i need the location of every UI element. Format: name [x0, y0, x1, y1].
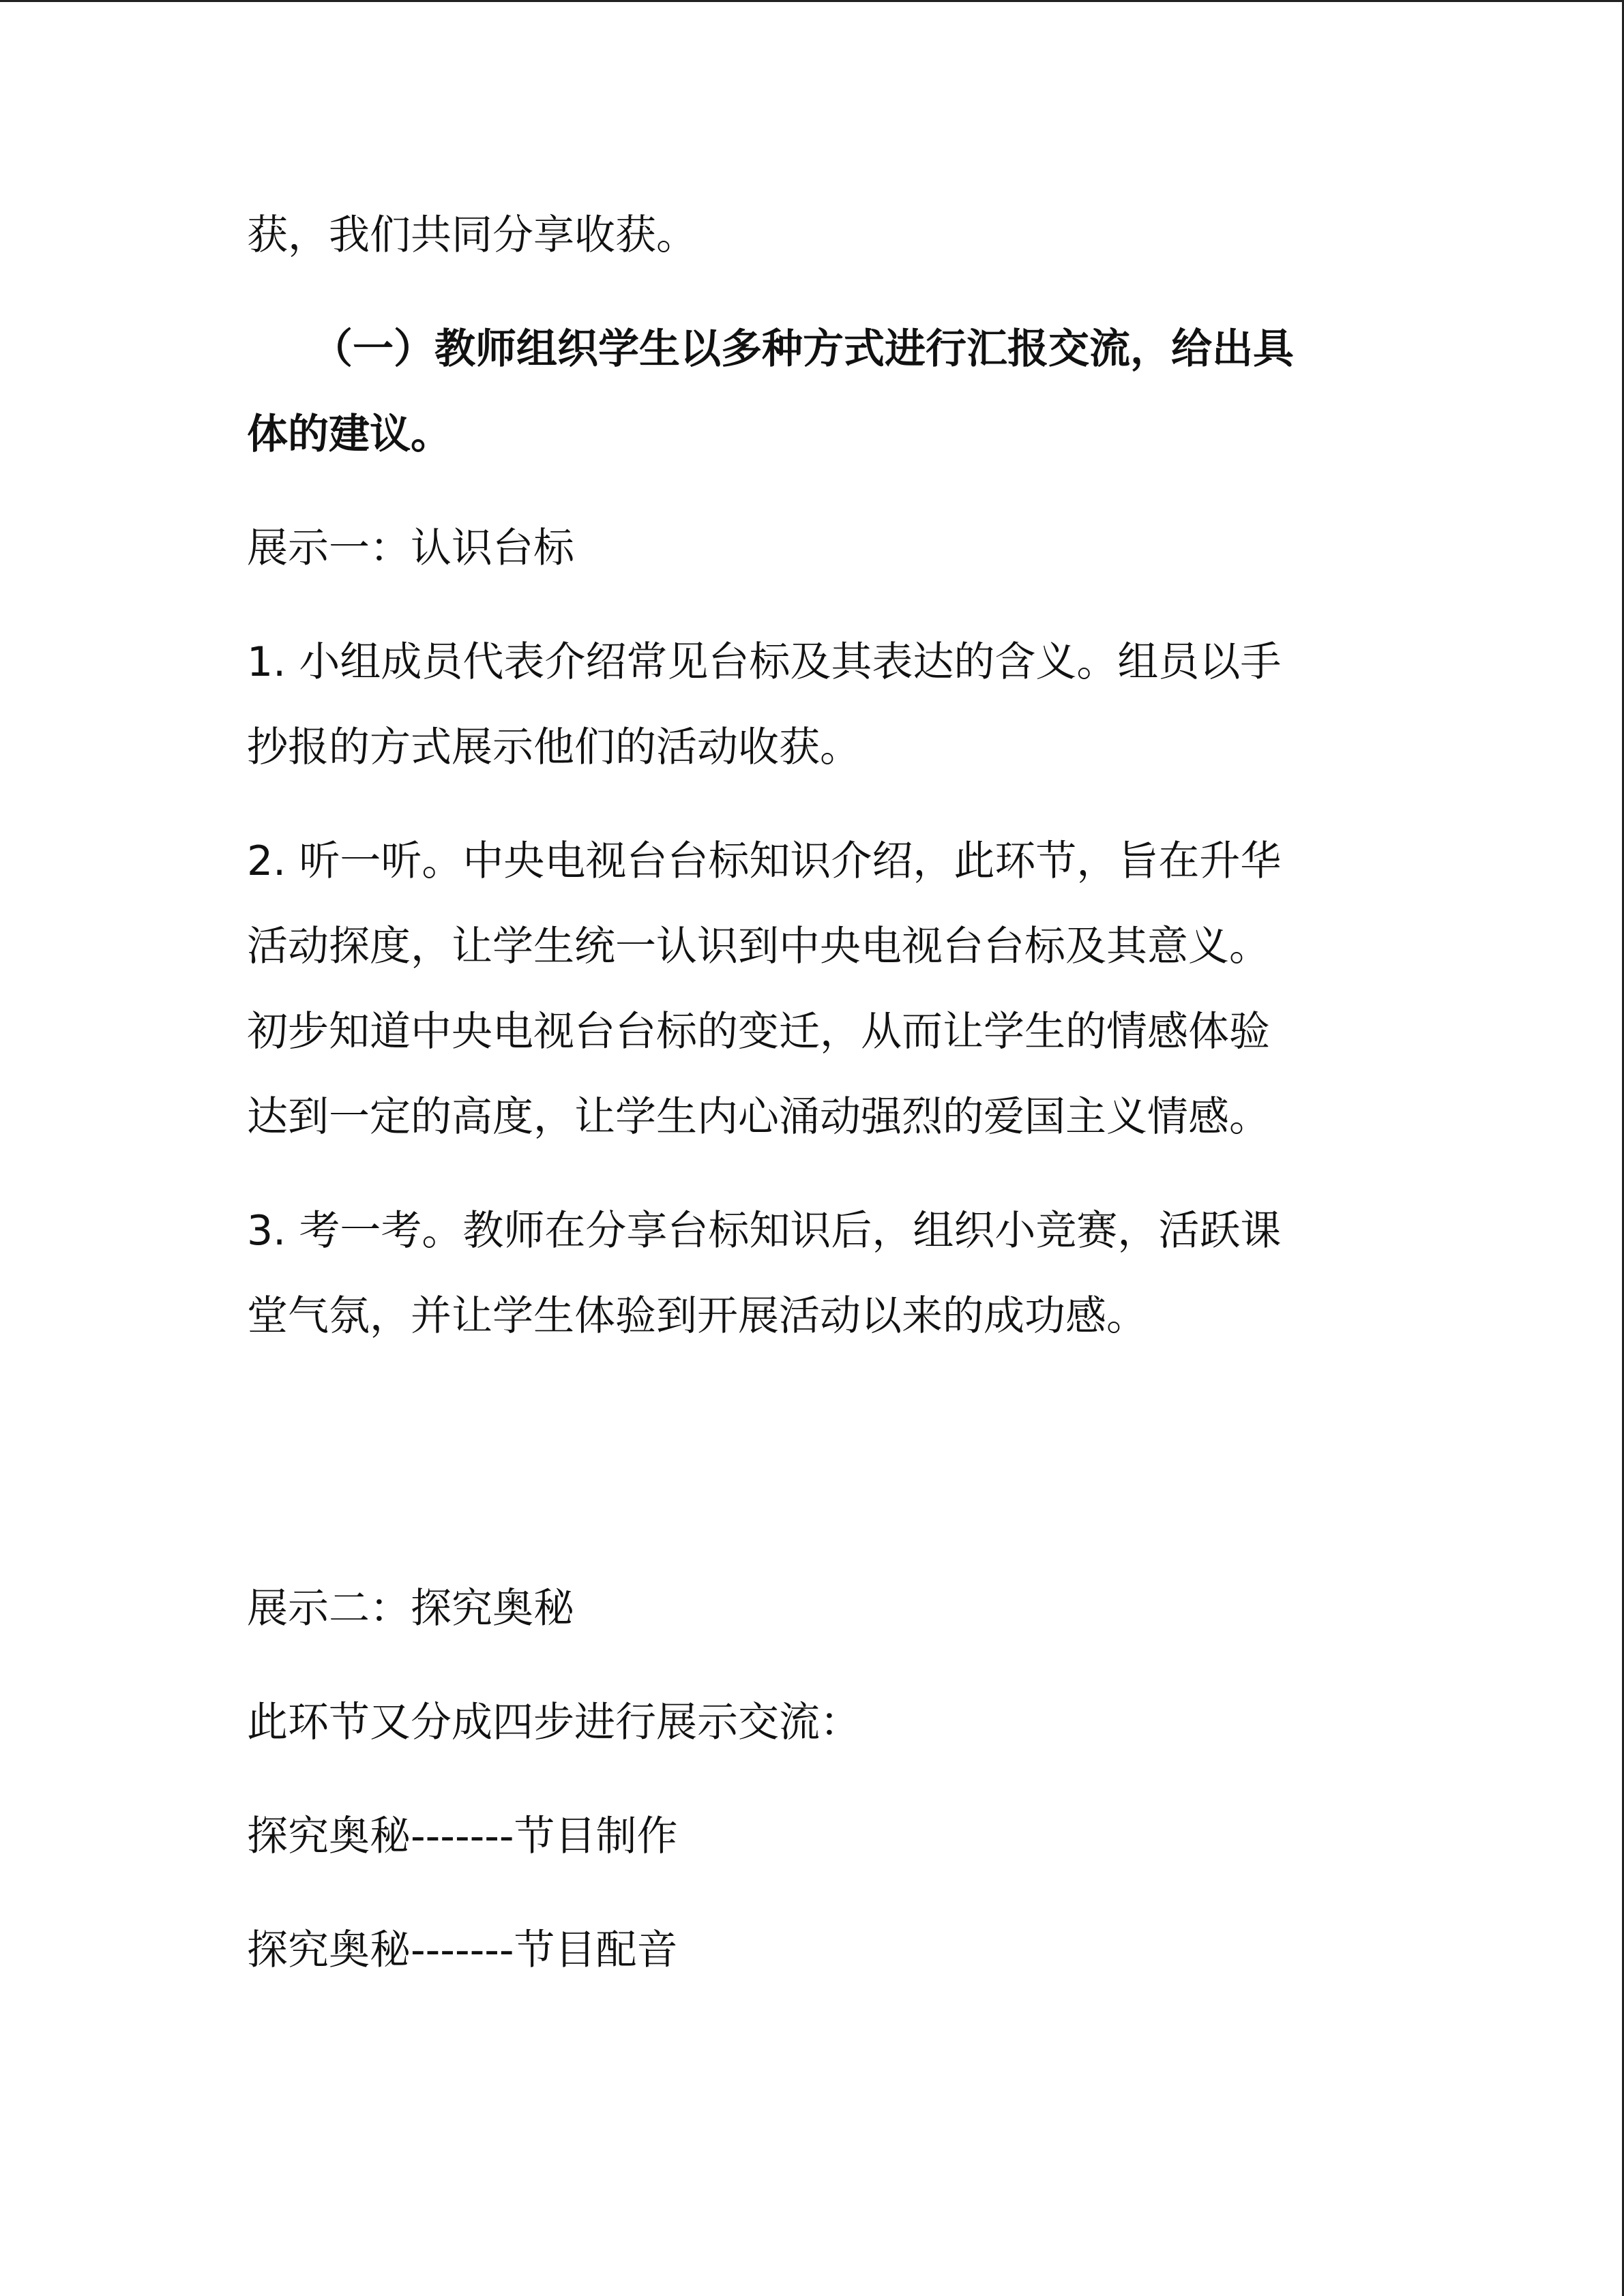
list-item-2	[247, 819, 1393, 1160]
text-line: 探究奥秘-------节目制作	[247, 1813, 678, 1860]
subheading-display-one	[247, 506, 1393, 591]
text-line: 达到一定的高度，让学生内心涌动强烈的爱国主义情感。	[247, 1093, 1270, 1141]
text-line: 2. 听一听。中央电视台台标知识介绍，此环节，旨在升华	[247, 837, 1282, 885]
step-item	[247, 1794, 1393, 1879]
text-line: 活动探度，让学生统一认识到中央电视台台标及其意义。	[247, 923, 1270, 970]
text-line: 获，我们共同分享收获。	[247, 211, 697, 259]
text-line: 展示一：认识台标	[247, 524, 574, 572]
document-body	[247, 193, 1393, 2022]
heading-line: （一）教师组织学生以多种方式进行汇报交流，给出具	[312, 325, 1294, 373]
paragraph-continuation	[247, 193, 1393, 278]
text-line: 3. 考一考。教师在分享台标知识后，组织小竞赛，活跃课	[247, 1207, 1282, 1255]
text-line: 此环节又分成四步进行展示交流：	[247, 1699, 861, 1746]
text-line: 展示二：探究奥秘	[247, 1585, 574, 1632]
list-item-3	[247, 1189, 1393, 1359]
text-line: 1. 小组成员代表介绍常见台标及其表达的含义。组员以手	[247, 638, 1282, 686]
intro-paragraph	[247, 1680, 1393, 1765]
list-item-1	[247, 620, 1393, 790]
text-line: 探究奥秘-------节目配音	[247, 1926, 678, 1974]
text-line: 抄报的方式展示他们的活动收获。	[247, 724, 861, 771]
step-item	[247, 1908, 1393, 1993]
subheading-display-two	[247, 1566, 1393, 1652]
section-heading	[247, 307, 1393, 477]
blank-space	[247, 1388, 1393, 1566]
text-line: 堂气氛，并让学生体验到开展活动以来的成功感。	[247, 1292, 1147, 1340]
heading-line: 体的建议。	[247, 411, 452, 458]
text-line: 初步知道中央电视台台标的变迁，从而让学生的情感体验	[247, 1008, 1270, 1056]
